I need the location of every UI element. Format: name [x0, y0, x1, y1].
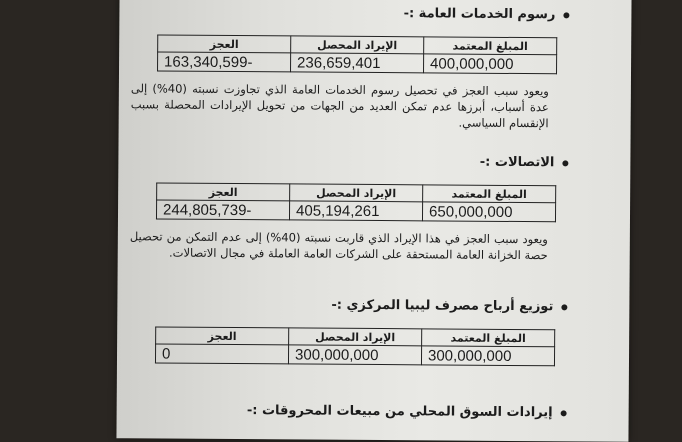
bullet-icon — [561, 304, 567, 310]
section-heading-central-bank: توزيع أرباح مصرف ليبيا المركزي :- — [331, 298, 567, 315]
cell-approved-amount: 650,000,000 — [422, 202, 555, 222]
header-collected-revenue: الإيراد المحصل — [289, 328, 422, 346]
cell-approved-amount: 400,000,000 — [424, 54, 557, 74]
table-telecom — [156, 182, 556, 222]
section-heading-fuel-sales: إيرادات السوق المحلي من مبيعات المحروقات :- — [247, 403, 567, 420]
bullet-icon — [561, 410, 567, 416]
header-deficit: العجز — [157, 183, 290, 201]
header-approved-amount: المبلغ المعتمد — [424, 37, 557, 55]
header-collected-revenue: الإيراد المحصل — [290, 184, 423, 202]
table-row — [158, 52, 557, 74]
cell-deficit: 163,340,599- — [158, 52, 291, 72]
table-central-bank — [155, 326, 555, 366]
cell-deficit: 0 — [155, 344, 288, 364]
explanation-public-services: ويعود سبب العجز في تحصيل رسوم الخدمات العامة الذي تجاوزت نسبته (40%) إلى عدة أسباب، أبرزها عدم تمكن العديد من الجهات من تحويل الإيرادات المحصلة بسبب الإنقسام السياسي. — [130, 81, 549, 131]
header-approved-amount: المبلغ المعتمد — [422, 329, 555, 347]
section-heading-public-services: رسوم الخدمات العامة :- — [404, 6, 570, 22]
table-public-services — [157, 34, 557, 74]
cell-deficit: 244,805,739- — [156, 200, 289, 220]
table-row — [156, 200, 555, 222]
cell-collected-revenue: 300,000,000 — [288, 345, 421, 365]
explanation-telecom: ويعود سبب العجز في هذا الإيراد الذي قاربت نسبته (40%) إلى عدم التمكن من تحصيل حصة الخزانة العامة المستحقة على الشركات العامة العاملة في مجال الاتصالات. — [129, 229, 548, 263]
header-approved-amount: المبلغ المعتمد — [423, 185, 556, 203]
document-page — [116, 0, 631, 442]
header-deficit: العجز — [158, 35, 291, 53]
bullet-icon — [562, 160, 568, 166]
cell-approved-amount: 300,000,000 — [421, 346, 554, 366]
header-deficit: العجز — [156, 327, 289, 345]
section-heading-telecom: الاتصالات :- — [480, 155, 569, 171]
header-collected-revenue: الإيراد المحصل — [291, 36, 424, 54]
cell-collected-revenue: 405,194,261 — [289, 201, 422, 221]
cell-collected-revenue: 236,659,401 — [291, 53, 424, 73]
bullet-icon — [563, 12, 569, 18]
table-row — [155, 344, 554, 366]
